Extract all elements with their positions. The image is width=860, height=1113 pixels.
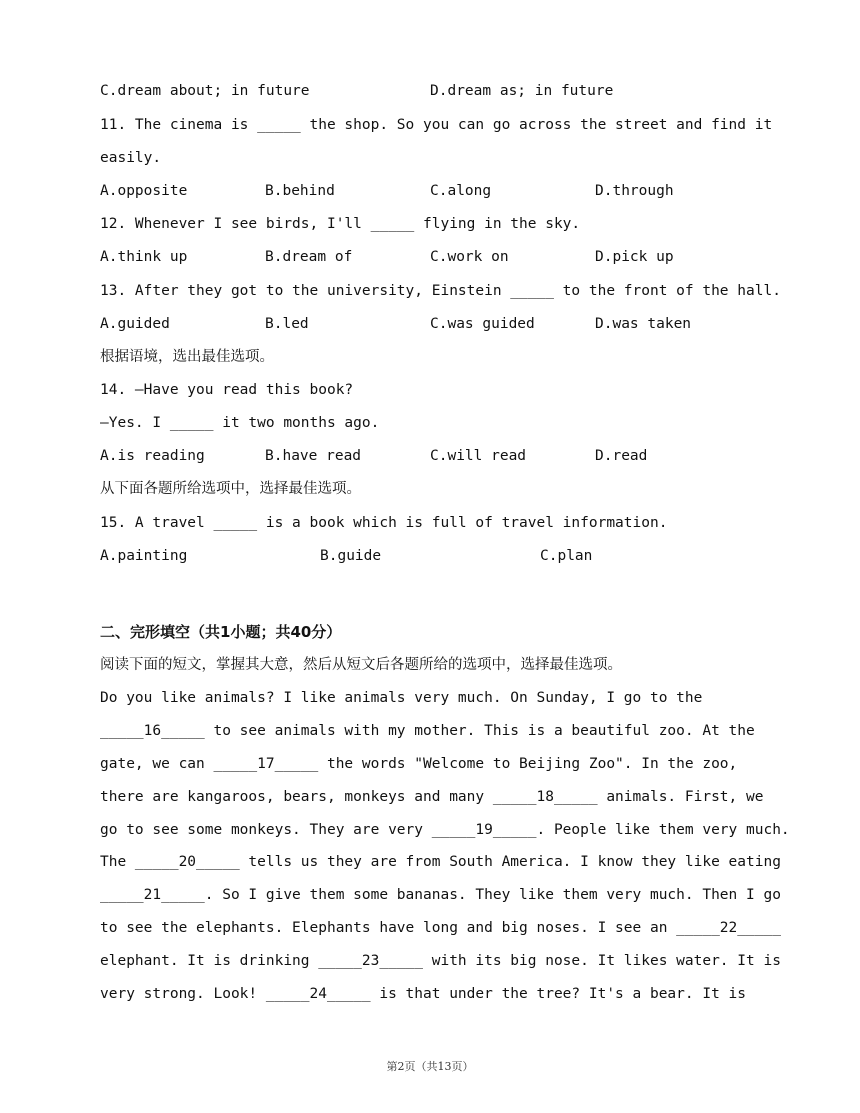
q13-option-a: A.guided: [100, 316, 170, 332]
q12-option-b: B.dream of: [265, 249, 353, 265]
section-instruction: 阅读下面的短文，掌握其大意，然后从短文后各题所给的选项中，选择最佳选项。: [100, 657, 622, 673]
section-heading: 二、完形填空（共1小题；共40分）: [100, 623, 342, 641]
passage-line: gate, we can _____17_____ the words "Welcome to Beijing Zoo". In the zoo,: [100, 756, 738, 772]
q11-option-d: D.through: [595, 183, 674, 199]
q14-option-b: B.have read: [265, 448, 362, 464]
q11-option-a: A.opposite: [100, 183, 188, 199]
q11-stem: 11. The cinema is _____ the shop. So you can go across the street and find it: [100, 117, 773, 133]
page-number-footer: 第2页（共13页）: [386, 1060, 474, 1073]
passage-line: to see the elephants. Elephants have long and big noses. I see an _____22_____: [100, 920, 781, 936]
q15-option-c: C.plan: [540, 548, 593, 564]
q13-stem: 13. After they got to the university, Einstein _____ to the front of the hall.: [100, 283, 781, 299]
q10-option-d: D.dream as; in future: [430, 83, 614, 99]
q15-option-b: B.guide: [320, 548, 382, 564]
q14-option-d: D.read: [595, 448, 648, 464]
q13-option-d: D.was taken: [595, 316, 692, 332]
q11-option-c: C.along: [430, 183, 492, 199]
q11-option-b: B.behind: [265, 183, 335, 199]
q14-option-c: C.will read: [430, 448, 527, 464]
q14-stem-reply: —Yes. I _____ it two months ago.: [100, 415, 380, 431]
q12-option-d: D.pick up: [595, 249, 674, 265]
q13-option-c: C.was guided: [430, 316, 535, 332]
q12-option-a: A.think up: [100, 249, 188, 265]
q14-instruction: 根据语境，选出最佳选项。: [100, 349, 274, 365]
passage-line: _____16_____ to see animals with my mother. This is a beautiful zoo. At the: [100, 723, 755, 739]
passage-line: elephant. It is drinking _____23_____ with its big nose. It likes water. It is: [100, 953, 781, 969]
passage-line: very strong. Look! _____24_____ is that under the tree? It's a bear. It is: [100, 986, 747, 1002]
q15-stem: 15. A travel _____ is a book which is full of travel information.: [100, 515, 668, 531]
q14-stem: 14. —Have you read this book?: [100, 382, 354, 398]
q15-instruction: 从下面各题所给选项中，选择最佳选项。: [100, 481, 361, 497]
q10-option-c: C.dream about; in future: [100, 83, 310, 99]
q14-option-a: A.is reading: [100, 448, 205, 464]
passage-line: Do you like animals? I like animals very much. On Sunday, I go to the: [100, 690, 703, 706]
q15-option-a: A.painting: [100, 548, 188, 564]
passage-line: _____21_____. So I give them some bananas. They like them very much. Then I go: [100, 887, 781, 903]
q11-stem-cont: easily.: [100, 150, 162, 166]
q12-option-c: C.work on: [430, 249, 509, 265]
passage-line: there are kangaroos, bears, monkeys and many _____18_____ animals. First, we: [100, 789, 764, 805]
q13-option-b: B.led: [265, 316, 309, 332]
passage-line: go to see some monkeys. They are very _____19_____. People like them very much.: [100, 822, 790, 838]
q12-stem: 12. Whenever I see birds, I'll _____ flying in the sky.: [100, 216, 581, 232]
passage-line: The _____20_____ tells us they are from South America. I know they like eating: [100, 854, 781, 870]
